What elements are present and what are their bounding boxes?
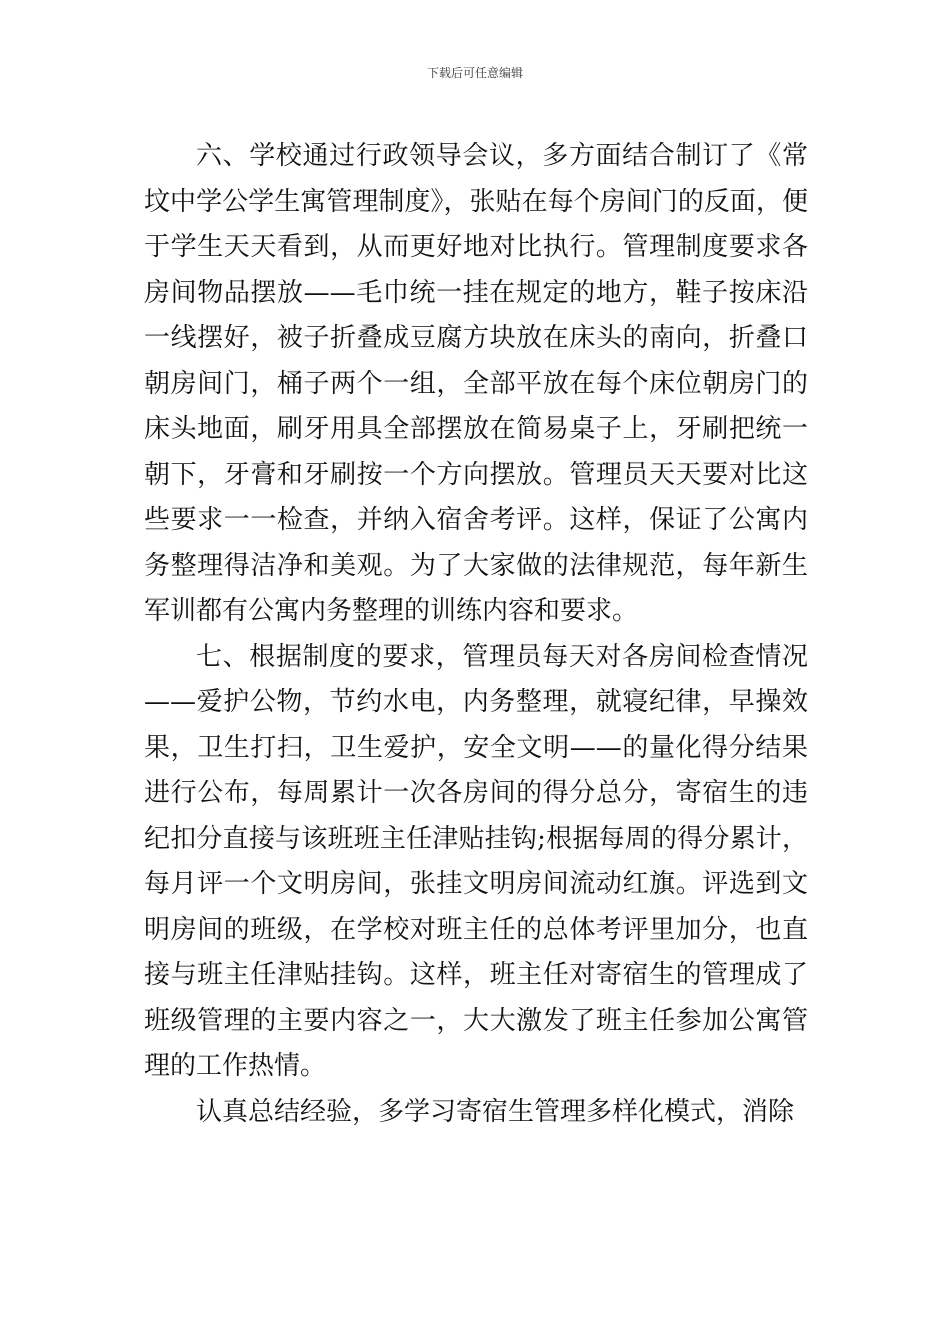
paragraph-six: 六、学校通过行政领导会议，多方面结合制订了《常坟中学公学生寓管理制度》，张贴在每个房间门的反面，便于学生天天看到，从而更好地对比执行。管理制度要求各房间物品摆放——毛巾统一挂在规定的地方，鞋子按床沿一线摆好，被子折叠成豆腐方块放在床头的南向，折叠口朝房间门，桶子两个一组，全部平放在每个床位朝房门的床头地面，刷牙用具全部摆放在简易桌子上，牙刷把统一朝下，牙膏和牙刷按一个方向摆放。管理员天天要对比这些要求一一检查，并纳入宿舍考评。这样，保证了公寓内务整理得洁净和美观。为了大家做的法律规范，每年新生军训都有公寓内务整理的训练内容和要求。: [144, 141, 808, 626]
document-body: [144, 134, 808, 1135]
paragraph-seven: 七、根据制度的要求，管理员每天对各房间检查情况——爱护公物，节约水电，内务整理，就寝纪律，早操效果，卫生打扫，卫生爱护，安全文明——的量化得分结果进行公布，每周累计一次各房间的得分总分，寄宿生的违纪扣分直接与该班班主任津贴挂钩;根据每周的得分累计，每月评一个文明房间，张挂文明房间流动红旗。评选到文明房间的班级，在学校对班主任的总体考评里加分，也直接与班主任津贴挂钩。这样，班主任对寄宿生的管理成了班级管理的主要内容之一，大大激发了班主任参加公寓管理的工作热情。: [144, 641, 808, 1081]
paragraph-summary: 认真总结经验，多学习寄宿生管理多样化模式，消除: [196, 1096, 795, 1127]
page-header-note: 下载后可任意编辑: [426, 66, 523, 80]
